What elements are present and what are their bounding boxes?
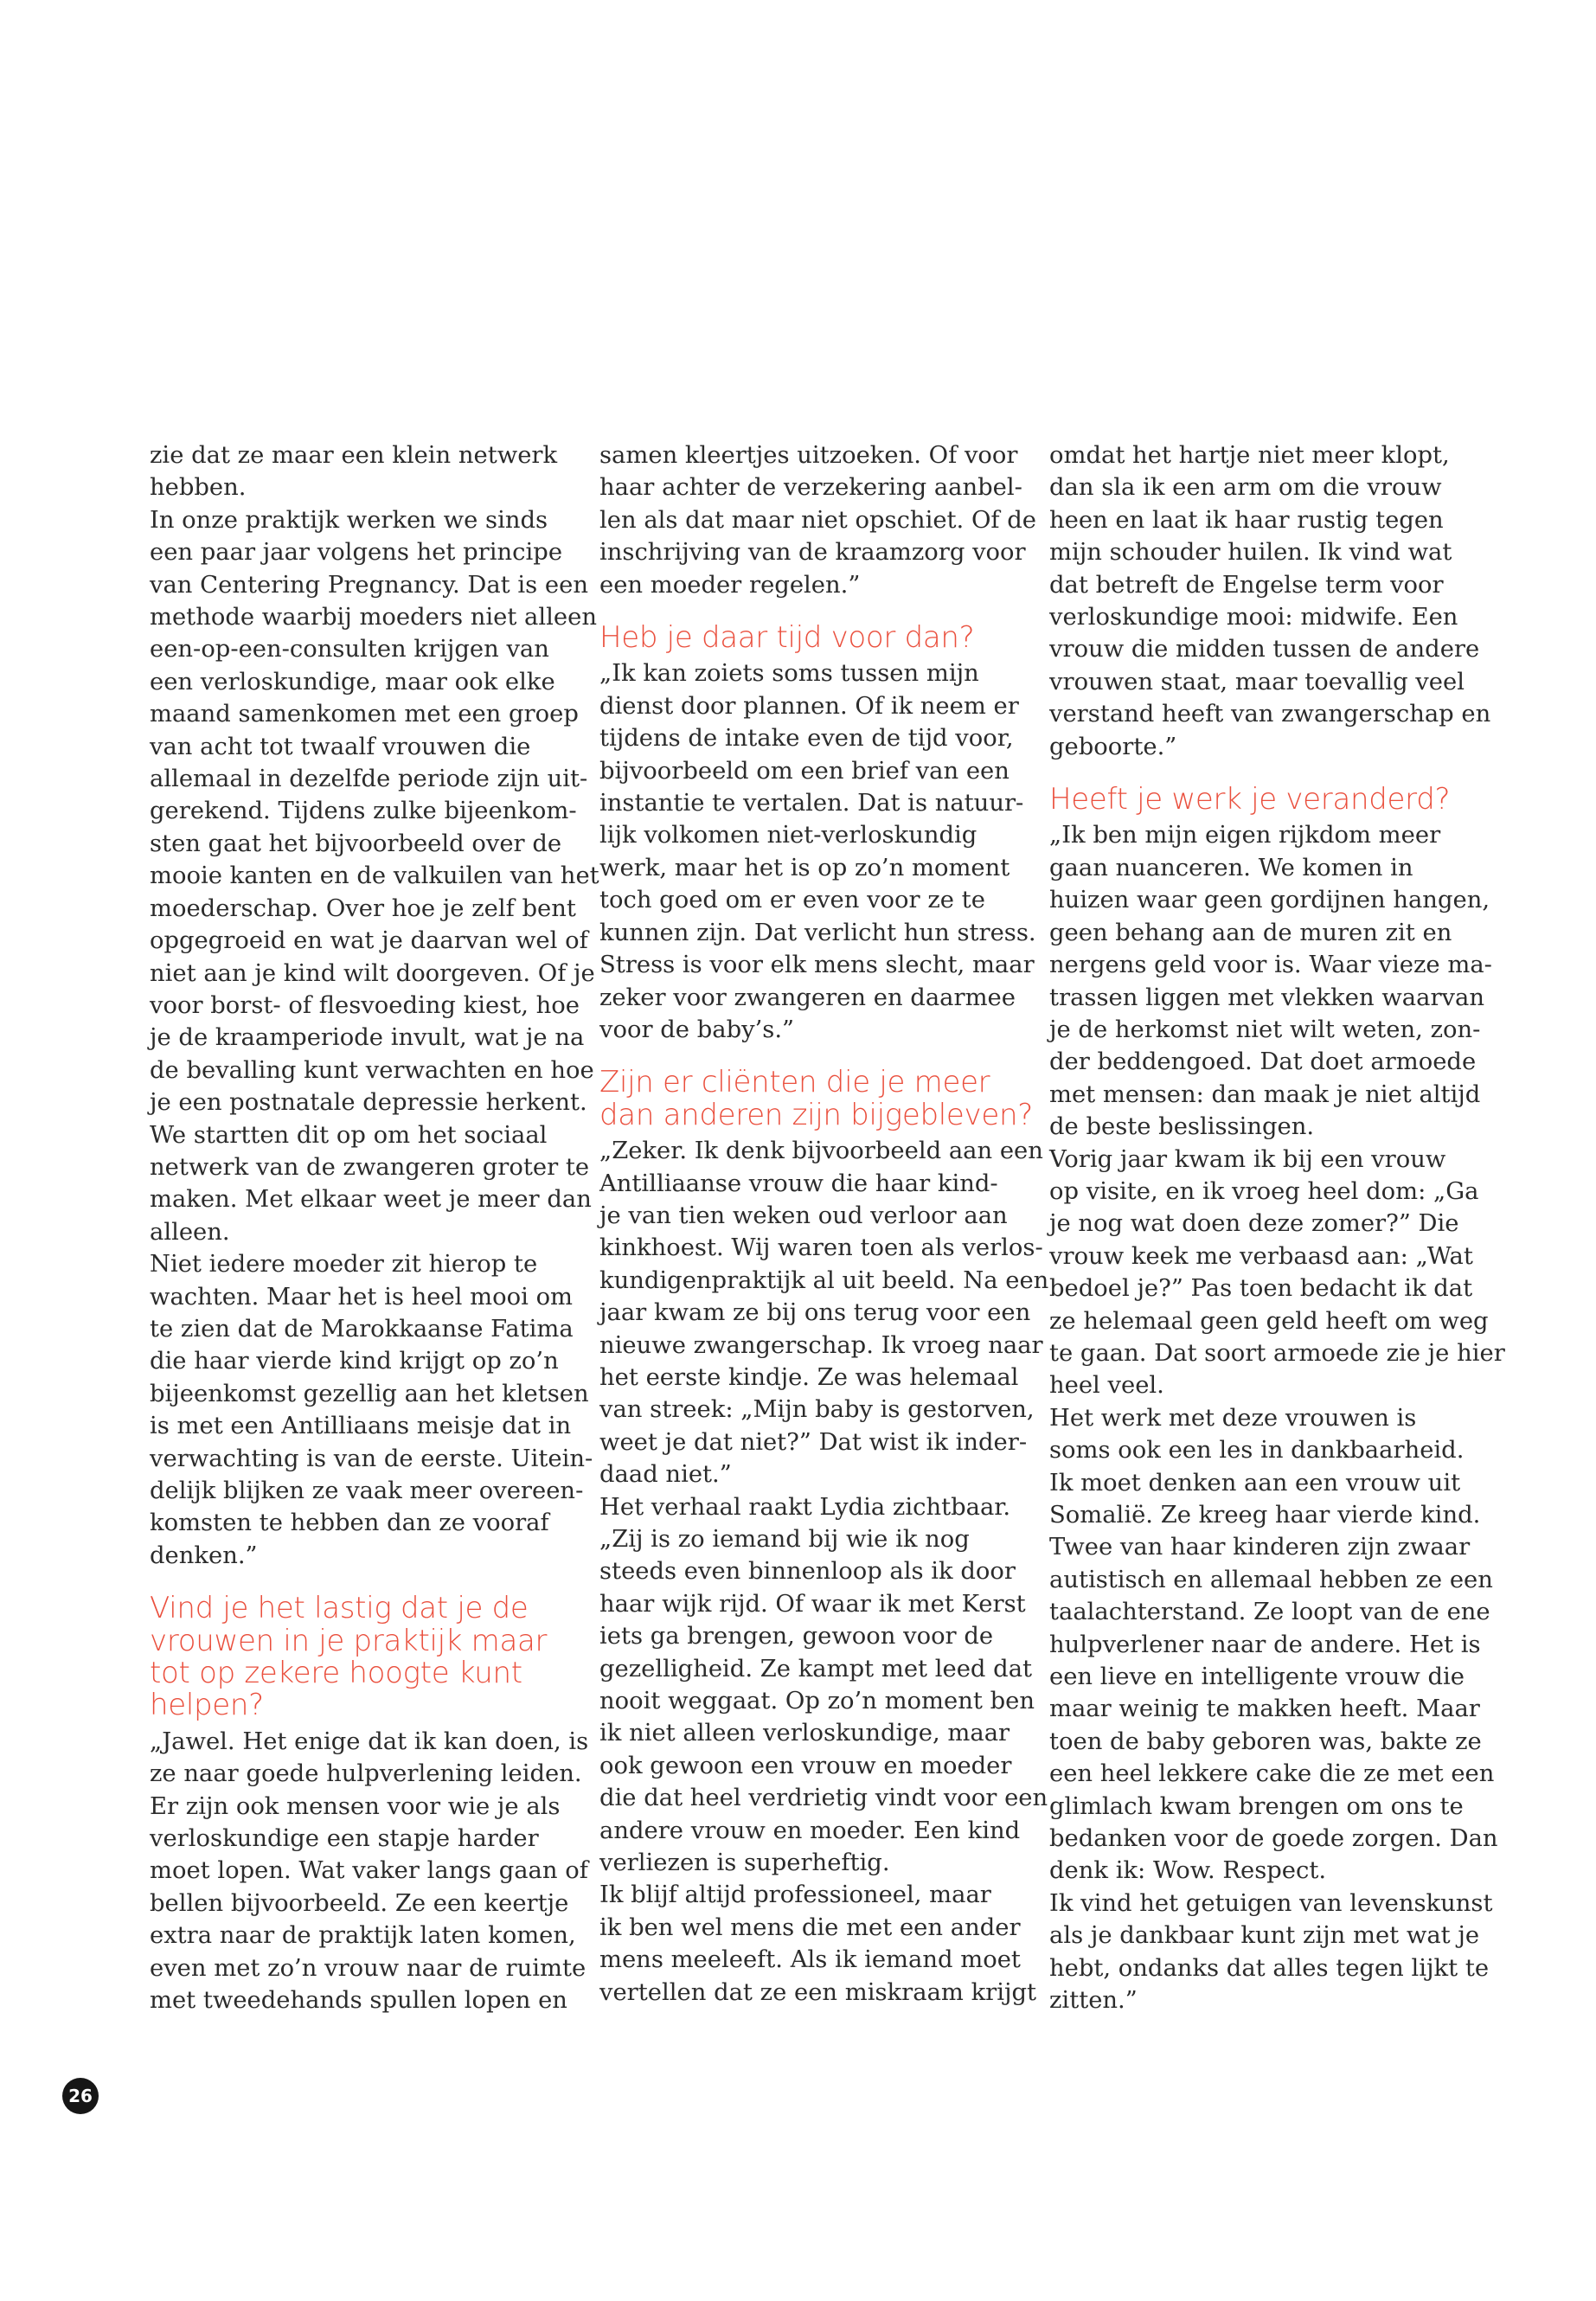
text-line: ze naar goede hulpverlening leiden. [150, 1760, 582, 1788]
text-line: lijk volkomen niet-verloskundig [599, 822, 977, 849]
text-line: met mensen: dan maak je niet altijd [1049, 1080, 1481, 1108]
text-line: Het werk met deze vrouwen is [1049, 1404, 1417, 1432]
text-line: We startten dit op om het sociaal [150, 1121, 548, 1149]
text-line: Niet iedere moeder zit hierop te [150, 1251, 538, 1279]
text-line: je de herkomst niet wilt weten, zon- [1049, 1016, 1481, 1043]
text-line: denken.” [150, 1541, 258, 1569]
text-line: verwachting is van de eerste. Uitein- [150, 1445, 593, 1472]
text-line: van streek: „Mijn baby is gestorven, [599, 1396, 1035, 1424]
text-line: iets ga brengen, gewoon voor de [599, 1623, 994, 1650]
text-line: Antilliaanse vrouw die haar kind- [599, 1170, 998, 1197]
text-line: ik ben wel mens die met een ander [599, 1913, 1021, 1941]
text-line: even met zo’n vrouw naar de ruimte [150, 1954, 586, 1982]
text-line: geboorte.” [1049, 733, 1177, 760]
heading-line: vrouwen in je praktijk maar [150, 1623, 548, 1658]
body-paragraph [1049, 1402, 1498, 1888]
text-line: omdat het hartje niet meer klopt, [1049, 442, 1450, 469]
text-line: niet aan je kind wilt doorgeven. Of je [150, 959, 595, 987]
text-line: „Zij is zo iemand bij wie ik nog [599, 1526, 970, 1553]
text-line: denk ik: Wow. Respect. [1049, 1857, 1327, 1885]
text-line: „Jawel. Het enige dat ik kan doen, is [150, 1727, 589, 1755]
text-line: huizen waar geen gordijnen hangen, [1049, 887, 1490, 914]
text-line: nergens geld voor is. Waar vieze ma- [1049, 952, 1492, 979]
text-line: daad niet.” [599, 1461, 732, 1489]
text-line: de bevalling kunt verwachten en hoe [150, 1056, 594, 1084]
body-paragraph [1049, 819, 1492, 1143]
section-heading [1049, 784, 1475, 816]
page-number-badge: 26 [62, 2078, 99, 2114]
text-line: instantie te vertalen. Dat is natuur- [599, 790, 1024, 817]
text-line: een lieve en intelligente vrouw die [1049, 1663, 1465, 1691]
heading-line: Heeft je werk je veranderd? [1049, 782, 1451, 817]
text-line: je een postnatale depressie herkent. [150, 1089, 587, 1117]
text-line: je van tien weken oud verloor aan [599, 1202, 1008, 1229]
text-line: hebt, ondanks dat alles tegen lijkt te [1049, 1954, 1490, 1982]
text-line: die dat heel verdrietig vindt voor een [599, 1785, 1048, 1812]
text-line: haar wijk rijd. Of waar ik met Kerst [599, 1590, 1026, 1618]
body-paragraph [150, 1726, 589, 2017]
text-line: maand samenkomen met een groep [150, 701, 579, 728]
text-line: je de kraamperiode invult, wat je na [150, 1024, 585, 1052]
text-line: Ik blijf altijd professioneel, maar [599, 1881, 991, 1909]
text-line: vrouw keek me verbaasd aan: „Wat [1049, 1242, 1473, 1270]
text-line: een-op-een-consulten krijgen van [150, 636, 549, 663]
body-paragraph [1049, 1144, 1505, 1402]
text-line: verstand heeft van zwangerschap en [1049, 701, 1491, 728]
section-heading [150, 1593, 575, 1722]
text-line: heen en laat ik haar rustig tegen [1049, 506, 1444, 534]
section-heading [599, 1065, 1033, 1132]
text-line: het eerste kindje. Ze was helemaal [599, 1363, 1019, 1391]
text-line: glimlach kwam brengen om ons te [1049, 1792, 1464, 1820]
text-line: van acht tot twaalf vrouwen die [150, 733, 531, 760]
text-line: extra naar de praktijk laten komen, [150, 1922, 576, 1950]
text-line: Het verhaal raakt Lydia zichtbaar. [599, 1493, 1011, 1521]
heading-line: Vind je het lastig dat je de [150, 1591, 529, 1626]
body-paragraph [599, 657, 1036, 1046]
text-line: maar weinig te makken heeft. Maar [1049, 1695, 1480, 1723]
text-line: ze helemaal geen geld heeft om weg [1049, 1307, 1489, 1335]
text-line: Vorig jaar kwam ik bij een vrouw [1049, 1145, 1446, 1173]
text-line: kundigenpraktijk al uit beeld. Na een [599, 1266, 1049, 1294]
text-line: toch goed om er even voor ze te [599, 887, 985, 914]
text-line: maken. Met elkaar weet je meer dan [150, 1186, 592, 1214]
text-line: gerekend. Tijdens zulke bijeenkom- [150, 798, 577, 825]
text-line: dan sla ik een arm om die vrouw [1049, 474, 1442, 502]
text-line: gezelligheid. Ze kampt met leed dat [599, 1655, 1033, 1682]
text-line: een paar jaar volgens het principe [150, 539, 563, 567]
text-line: bedanken voor de goede zorgen. Dan [1049, 1825, 1498, 1853]
text-line: Twee van haar kinderen zijn zwaar [1049, 1534, 1471, 1561]
heading-line: tot op zekere hoogte kunt [150, 1656, 522, 1691]
text-line: sten gaat het bijvoorbeeld over de [150, 830, 562, 857]
body-paragraph [599, 1135, 1049, 1490]
text-line: zie dat ze maar een klein netwerk [150, 442, 558, 469]
text-line: kinkhoest. Wij waren toen als verlos- [599, 1234, 1043, 1262]
text-line: soms ook een les in dankbaarheid. [1049, 1437, 1465, 1465]
text-line: een verloskundige, maar ook elke [150, 668, 555, 695]
text-line: hulpverlener naar de andere. Het is [1049, 1631, 1481, 1658]
text-line: netwerk van de zwangeren groter te [150, 1153, 590, 1181]
text-line: nieuwe zwangerschap. Ik vroeg naar [599, 1331, 1043, 1359]
heading-line: helpen? [150, 1688, 264, 1723]
body-paragraph [150, 1248, 593, 1572]
text-line: bijeenkomst gezellig aan het kletsen [150, 1380, 589, 1407]
text-line: tijdens de intake even de tijd voor, [599, 725, 1014, 753]
text-line: In onze praktijk werken we sinds [150, 506, 548, 534]
text-line: toen de baby geboren was, bakte ze [1049, 1727, 1482, 1755]
text-line: der beddengoed. Dat doet armoede [1049, 1048, 1477, 1076]
body-paragraph [150, 439, 575, 504]
text-line: geen behang aan de muren zit en [1049, 919, 1452, 946]
text-line: dienst door plannen. Of ik neem er [599, 692, 1019, 720]
text-line: op visite, en ik vroeg heel dom: „Ga [1049, 1177, 1479, 1205]
text-line: methode waarbij moeders niet alleen [150, 604, 597, 631]
text-line: vertellen dat ze een miskraam krijgt [599, 1978, 1037, 2006]
text-line: „Ik ben mijn eigen rijkdom meer [1049, 822, 1441, 849]
text-line: alleen. [150, 1218, 230, 1246]
text-line: zeker voor zwangeren en daarmee [599, 984, 1016, 1011]
text-line: bedoel je?” Pas toen bedacht ik dat [1049, 1275, 1473, 1303]
text-line: Er zijn ook mensen voor wie je als [150, 1792, 561, 1820]
text-line: werk, maar het is op zo’n moment [599, 854, 1010, 881]
text-line: gaan nuanceren. We komen in [1049, 854, 1413, 881]
text-line: komsten te hebben dan ze vooraf [150, 1509, 549, 1537]
text-line: autistisch en allemaal hebben ze een [1049, 1566, 1493, 1593]
body-paragraph [1049, 1888, 1493, 2017]
body-paragraph [1049, 439, 1491, 763]
text-line: zitten.” [1049, 1987, 1138, 2015]
text-line: mijn schouder huilen. Ik vind wat [1049, 539, 1452, 567]
article-column-2 [599, 439, 1049, 2009]
text-line: delijk blijken ze vaak meer overeen- [150, 1477, 584, 1504]
text-line: heel veel. [1049, 1372, 1164, 1400]
body-paragraph [150, 504, 599, 1248]
text-line: ik niet alleen verloskundige, maar [599, 1720, 1010, 1747]
text-line: voor de baby’s.” [599, 1016, 795, 1043]
text-line: mens meeleeft. Als ik iemand moet [599, 1946, 1021, 1974]
body-paragraph [599, 439, 1037, 601]
text-line: te zien dat de Marokkaanse Fatima [150, 1315, 574, 1343]
text-line: Somalië. Ze kreeg haar vierde kind. [1049, 1502, 1481, 1529]
text-line: als je dankbaar kunt zijn met wat je [1049, 1922, 1480, 1950]
text-line: hebben. [150, 474, 247, 502]
text-line: van Centering Pregnancy. Dat is een [150, 571, 588, 599]
text-line: samen kleertjes uitzoeken. Of voor [599, 442, 1018, 469]
text-line: Stress is voor elk mens slecht, maar [599, 952, 1035, 979]
text-line: trassen liggen met vlekken waarvan [1049, 984, 1484, 1011]
text-line: te gaan. Dat soort armoede zie je hier [1049, 1339, 1505, 1367]
text-line: met tweedehands spullen lopen en [150, 1987, 567, 2015]
text-line: de beste beslissingen. [1049, 1113, 1315, 1141]
text-line: steeds even binnenloop als ik door [599, 1558, 1016, 1586]
text-line: bijvoorbeeld om een brief van een [599, 757, 1010, 785]
body-paragraph [599, 1491, 1048, 1880]
heading-line: Zijn er cliënten die je meer [599, 1065, 990, 1100]
text-line: vrouw die midden tussen de andere [1049, 636, 1480, 663]
heading-line: Heb je daar tijd voor dan? [599, 620, 975, 656]
text-line: ook gewoon een vrouw en moeder [599, 1752, 1012, 1779]
text-line: inschrijving van de kraamzorg voor [599, 539, 1026, 567]
text-line: haar achter de verzekering aanbel- [599, 474, 1022, 502]
text-line: „Zeker. Ik denk bijvoorbeeld aan een [599, 1138, 1043, 1165]
text-line: bellen bijvoorbeeld. Ze een keertje [150, 1889, 569, 1917]
text-line: verloskundige mooi: midwife. Een [1049, 604, 1458, 631]
text-line: is met een Antilliaans meisje dat in [150, 1413, 572, 1440]
text-line: wachten. Maar het is heel mooi om [150, 1283, 574, 1311]
text-line: len als dat maar niet opschiet. Of de [599, 506, 1037, 534]
text-line: een moeder regelen.” [599, 571, 861, 599]
text-line: je nog wat doen deze zomer?” Die [1049, 1210, 1459, 1238]
text-line: een heel lekkere cake die ze met een [1049, 1760, 1495, 1788]
text-line: voor borst- of flesvoeding kiest, hoe [150, 991, 580, 1019]
text-line: „Ik kan zoiets soms tussen mijn [599, 660, 979, 688]
text-line: verloskundige een stapje harder [150, 1825, 539, 1853]
text-line: Ik moet denken aan een vrouw uit [1049, 1469, 1461, 1497]
text-line: vrouwen staat, maar toevallig veel [1049, 668, 1465, 695]
text-line: moet lopen. Wat vaker langs gaan of [150, 1857, 588, 1885]
article-column-1 [150, 439, 599, 2017]
text-line: allemaal in dezelfde periode zijn uit- [150, 766, 588, 793]
text-line: andere vrouw en moeder. Een kind [599, 1817, 1021, 1844]
text-line: jaar kwam ze bij ons terug voor een [599, 1299, 1031, 1327]
text-line: kunnen zijn. Dat verlicht hun stress. [599, 919, 1036, 946]
text-line: opgegroeid en wat je daarvan wel of [150, 927, 588, 955]
article-column-3 [1049, 439, 1505, 2017]
text-line: verliezen is superheftig. [599, 1849, 890, 1877]
body-paragraph [599, 1879, 1037, 2009]
text-line: mooie kanten en de valkuilen van het [150, 862, 599, 890]
text-line: Ik vind het getuigen van levenskunst [1049, 1889, 1493, 1917]
text-line: taalachterstand. Ze loopt van de ene [1049, 1599, 1490, 1626]
text-line: moederschap. Over hoe je zelf bent [150, 894, 576, 922]
section-heading [599, 622, 1025, 654]
text-line: die haar vierde kind krijgt op zo’n [150, 1348, 559, 1375]
heading-line: dan anderen zijn bijgebleven? [599, 1097, 1033, 1132]
text-line: weet je dat niet?” Dat wist ik inder- [599, 1428, 1028, 1456]
text-line: nooit weggaat. Op zo’n moment ben [599, 1688, 1035, 1715]
text-line: dat betreft de Engelse term voor [1049, 571, 1444, 599]
